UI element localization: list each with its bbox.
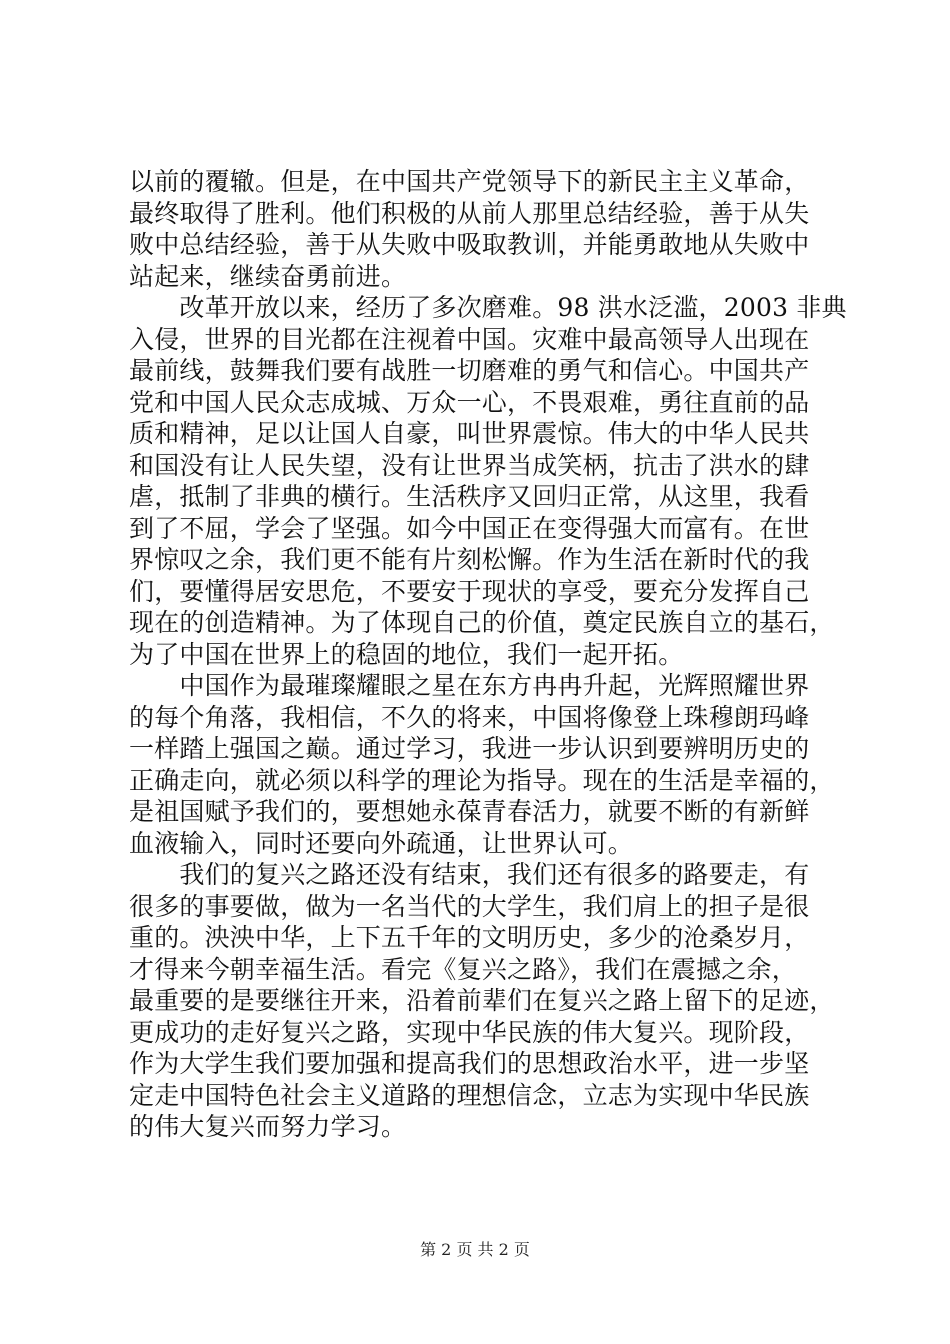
text-line: 血液输入，同时还要向外疏通，让世界认可。: [129, 828, 634, 858]
text-line: 的每个角落，我相信，不久的将来，中国将像登上珠穆朗玛峰: [129, 702, 810, 732]
text-line: 最终取得了胜利。他们积极的从前人那里总结经验，善于从失: [129, 198, 810, 228]
text-line: 正确走向，就必须以科学的理论为指导。现在的生活是幸福的，: [129, 765, 835, 795]
text-line: 一样踏上强国之巅。通过学习，我进一步认识到要辨明历史的: [129, 734, 810, 763]
text-line: 质和精神，足以让国人自豪，叫世界震惊。伟大的中华人民共: [129, 419, 810, 448]
text-line: 虐，抵制了非典的横行。生活秩序又回归正常，从这里，我看: [129, 482, 810, 511]
text-line: 败中总结经验，善于从失败中吸取教训，并能勇敢地从失败中: [129, 230, 810, 259]
text-line: 作为大学生我们要加强和提高我们的思想政治水平，进一步坚: [129, 1049, 810, 1078]
page-footer: 第 2 页 共 2 页: [420, 1240, 530, 1259]
text-line: 重的。泱泱中华，上下五千年的文明历史，多少的沧桑岁月，: [129, 923, 810, 952]
text-line: 更成功的走好复兴之路，实现中华民族的伟大复兴。现阶段，: [129, 1017, 810, 1047]
text-line: 改革开放以来，经历了多次磨难。98 洪水泛滥，2003 非典: [129, 293, 847, 322]
text-line: 的伟大复兴而努力学习。: [129, 1112, 407, 1141]
text-line: 现在的创造精神。为了体现自己的价值，奠定民族自立的基石，: [129, 608, 835, 637]
body-text: [129, 166, 847, 1143]
text-line: 中国作为最璀璨耀眼之星在东方冉冉升起，光辉照耀世界: [129, 671, 810, 700]
text-line: 很多的事要做，做为一名当代的大学生，我们肩上的担子是很: [129, 891, 810, 921]
text-line: 们，要懂得居安思危，不要安于现状的享受，要充分发挥自己: [129, 576, 810, 606]
text-line: 入侵，世界的目光都在注视着中国。灾难中最高领导人出现在: [129, 324, 810, 354]
text-line: 是祖国赋予我们的，要想她永葆青春活力，就要不断的有新鲜: [129, 797, 810, 826]
text-line: 我们的复兴之路还没有结束，我们还有很多的路要走，有: [129, 860, 810, 889]
text-line: 到了不屈，学会了坚强。如今中国正在变得强大而富有。在世: [129, 513, 810, 543]
text-line: 才得来今朝幸福生活。看完《复兴之路》，我们在震撼之余，: [129, 954, 797, 984]
text-line: 界惊叹之余，我们更不能有片刻松懈。作为生活在新时代的我: [129, 545, 810, 574]
text-line: 站起来，继续奋勇前进。: [129, 261, 407, 291]
text-line: 定走中国特色社会主义道路的理想信念，立志为实现中华民族: [129, 1080, 810, 1110]
text-line: 为了中国在世界上的稳固的地位，我们一起开拓。: [129, 639, 684, 669]
text-line: 和国没有让人民失望，没有让世界当成笑柄，抗击了洪水的肆: [129, 450, 810, 480]
text-line: 以前的覆辙。但是，在中国共产党领导下的新民主主义革命，: [129, 167, 810, 196]
text-line: 最重要的是要继往开来，沿着前辈们在复兴之路上留下的足迹，: [129, 986, 835, 1015]
text-line: 党和中国人民众志成城、万众一心，不畏艰难，勇往直前的品: [129, 387, 810, 417]
text-line: 最前线，鼓舞我们要有战胜一切磨难的勇气和信心。中国共产: [129, 356, 810, 385]
